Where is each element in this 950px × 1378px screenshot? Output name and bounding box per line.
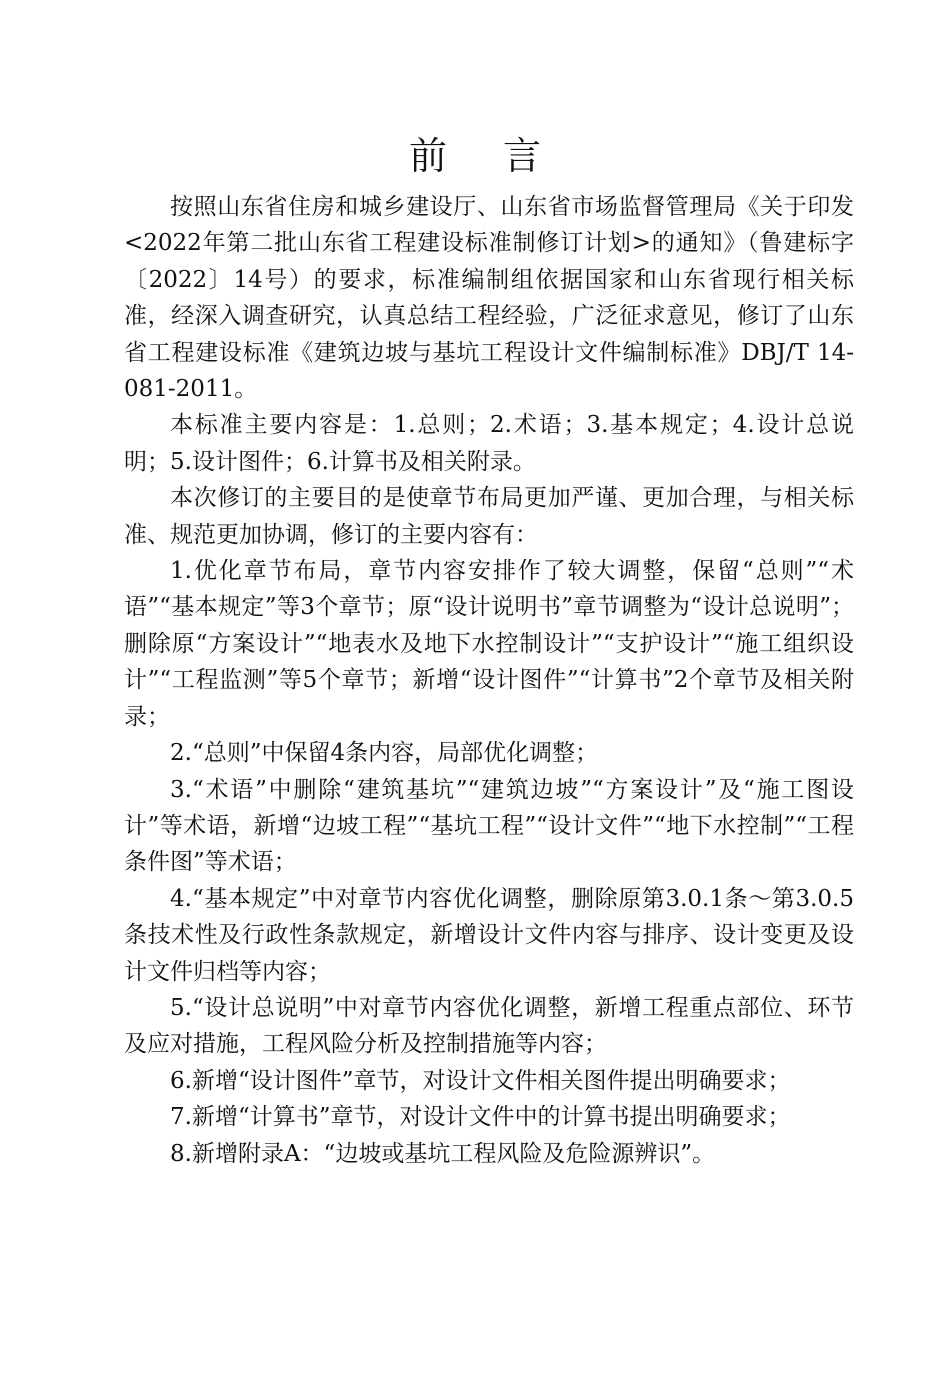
paragraph-11: 8.新增附录A：“边坡或基坑工程风险及危险源辨识”。 — [170, 1140, 716, 1167]
paragraph-8: 5.“设计总说明”中对章节内容优化调整，新增工程重点部位、环节及应对措施，工程风险分析及控制措施等内容； — [124, 994, 854, 1058]
paragraph-6: 3.“术语”中删除“建筑基坑”“建筑边坡”“方案设计”及“施工图设计”等术语，新增“边坡工程”“基坑工程”“设计文件”“地下水控制”“工程条件图”等术语； — [124, 776, 854, 876]
preface-body — [124, 189, 854, 1172]
paragraph-4: 1.优化章节布局，章节内容安排作了较大调整，保留“总则”“术语”“基本规定”等3个章节；原“设计说明书”章节调整为“设计总说明”；删除原“方案设计”“地表水及地下水控制设计”“支护设计”“施工组织设计”“工程监测”等5个章节；新增“设计图件”“计算书”2个章节及相关附录； — [124, 558, 854, 730]
page-title: 前 言 — [408, 134, 564, 178]
paragraph-5: 2.“总则”中保留4条内容，局部优化调整； — [170, 740, 599, 767]
paragraph-9: 6.新增“设计图件”章节，对设计文件相关图件提出明确要求； — [170, 1067, 791, 1094]
paragraph-3: 本次修订的主要目的是使章节布局更加严谨、更加合理，与相关标准、规范更加协调，修订的主要内容有： — [124, 485, 854, 548]
paragraph-1: 按照山东省住房和城乡建设厅、山东省市场监督管理局《关于印发<2022年第二批山东省工程建设标准制修订计划>的通知》（鲁建标字〔2022〕14号）的要求，标准编制组依据国家和山东省现行相关标准，经深入调查研究，认真总结工程经验，广泛征求意见，修订了山东省工程建设标准《建筑边坡与基坑工程设计文件编制标准》DBJ/T 14-081-2011。 — [124, 194, 854, 403]
paragraph-7: 4.“基本规定”中对章节内容优化调整，删除原第3.0.1条～第3.0.5条技术性及行政性条款规定，新增设计文件内容与排序、设计变更及设计文件归档等内容； — [124, 885, 854, 985]
paragraph-2: 本标准主要内容是：1.总则；2.术语；3.基本规定；4.设计总说明；5.设计图件；6.计算书及相关附录。 — [124, 412, 854, 475]
paragraph-10: 7.新增“计算书”章节，对设计文件中的计算书提出明确要求； — [170, 1104, 791, 1131]
